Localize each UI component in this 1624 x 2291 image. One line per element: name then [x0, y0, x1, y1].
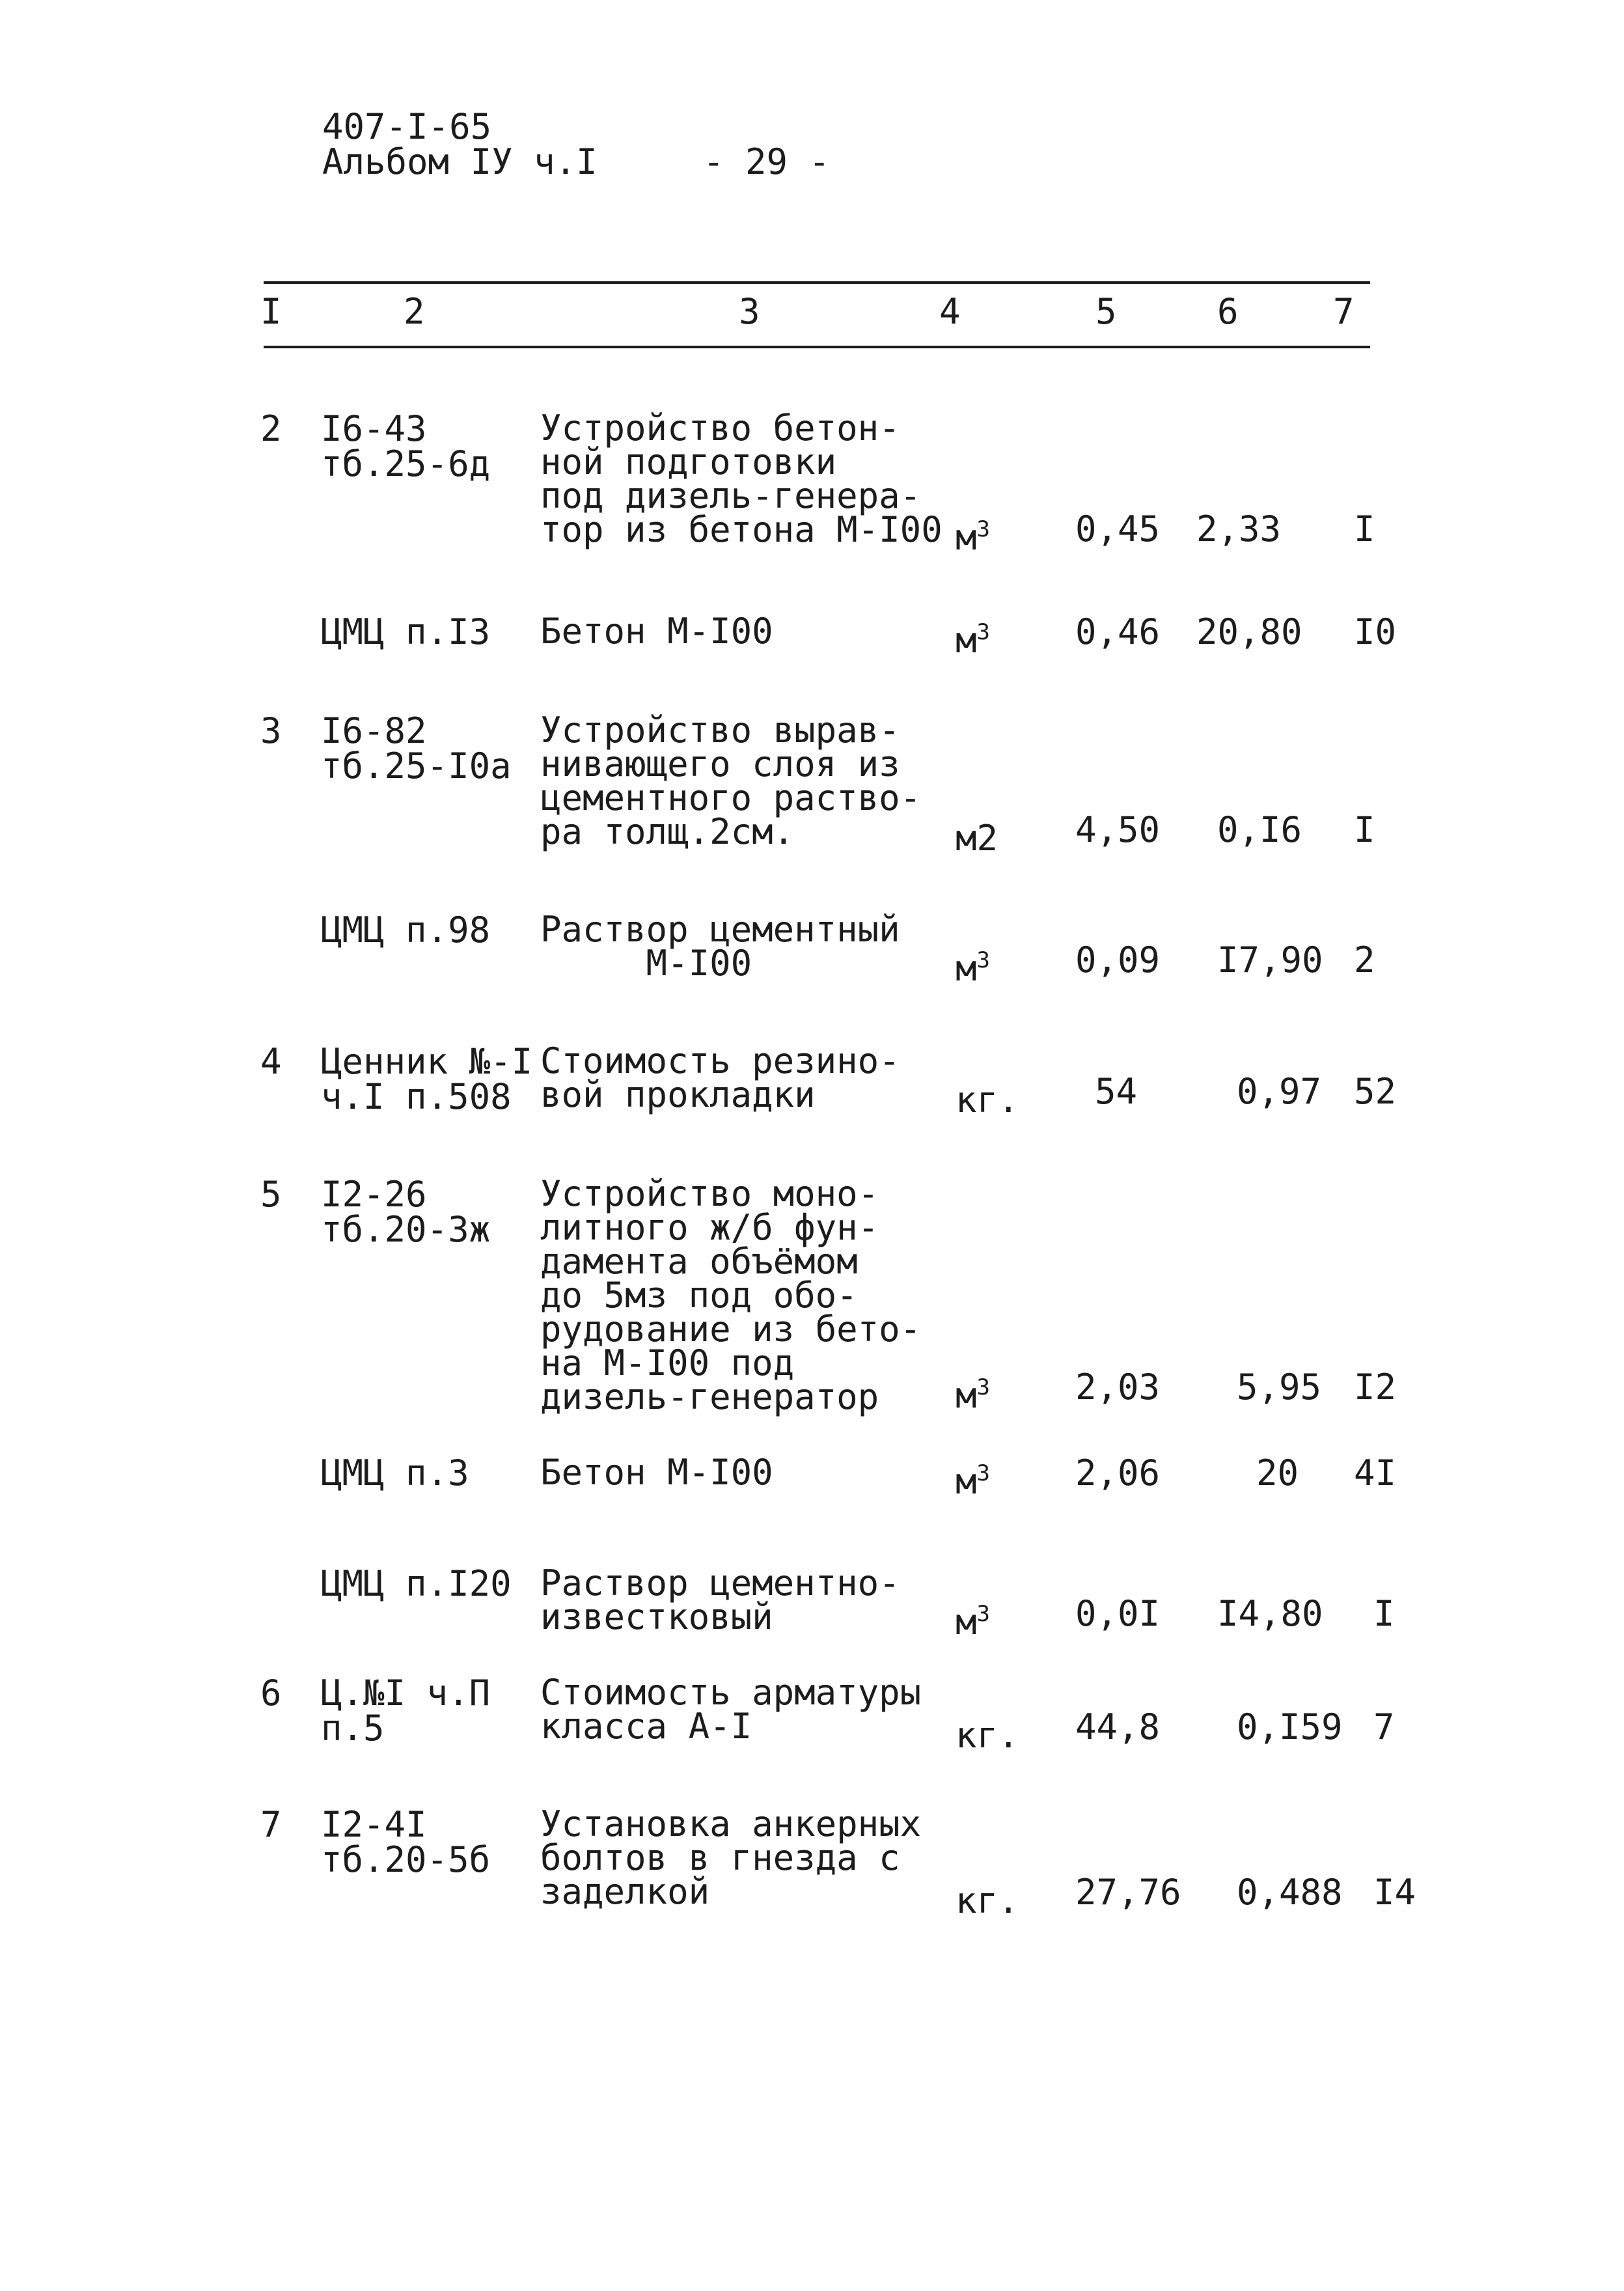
quantity-cell: 0,45: [1075, 508, 1161, 549]
unit-cell: [956, 512, 990, 558]
unit-superscript: 3: [976, 516, 990, 542]
quantity-cell: 0,09: [1075, 939, 1161, 980]
album-label: Альбом IУ ч.I: [322, 141, 598, 182]
work-description: Бетон М-I00: [540, 1452, 773, 1493]
unit-price-cell: 0,97: [1237, 1071, 1322, 1112]
unit-cell: [956, 943, 990, 989]
table-header-rule: [264, 346, 1370, 348]
work-description: Устройство бетон- ной подготовки под дизель-генера- тор из бетона М-I00: [540, 408, 943, 550]
work-description: Устройство моно- литного ж/б фун- дамента объёмом до 5мз под обо- рудование из бето- на М-I00 под дизель-генератор: [540, 1173, 922, 1417]
total-cost-cell: 52: [1354, 1071, 1397, 1112]
rate-reference: Ц.№I ч.П п.5: [321, 1673, 491, 1749]
column-number: I: [260, 291, 282, 332]
rate-reference: I6-43 тб.25-6д: [321, 408, 491, 484]
page-number: - 29 -: [703, 141, 831, 182]
row-number: 4: [260, 1041, 282, 1082]
unit-price-cell: 0,I6: [1217, 809, 1302, 850]
unit-cell: [956, 1370, 990, 1416]
row-number: 6: [260, 1673, 282, 1714]
total-cost-cell: I2: [1354, 1367, 1397, 1408]
quantity-cell: 27,76: [1075, 1872, 1181, 1913]
unit-superscript: 3: [976, 1601, 990, 1627]
unit-text: м: [956, 517, 977, 558]
unit-text: кг.: [956, 1715, 1019, 1756]
row-number: 2: [260, 408, 282, 449]
row-number: 7: [260, 1804, 282, 1845]
total-cost-cell: I: [1354, 809, 1375, 850]
rate-reference: ЦМЦ п.98: [321, 909, 491, 951]
rate-reference: ЦМЦ п.3: [321, 1452, 469, 1493]
rate-reference: Ценник №-I ч.I п.508: [321, 1041, 533, 1117]
unit-price-cell: 2,33: [1196, 508, 1282, 549]
quantity-cell: 0,0I: [1075, 1593, 1161, 1634]
unit-price-cell: 0,I59: [1237, 1706, 1343, 1747]
unit-superscript: 3: [976, 1460, 990, 1486]
unit-price-cell: 5,95: [1237, 1367, 1322, 1408]
quantity-cell: 0,46: [1075, 611, 1161, 652]
rate-reference: ЦМЦ п.I3: [321, 611, 491, 652]
work-description: Бетон М-I00: [540, 611, 773, 652]
unit-cell: [956, 1456, 990, 1502]
row-number: 3: [260, 710, 282, 751]
unit-cell: [956, 1596, 990, 1643]
unit-price-cell: I4,80: [1217, 1593, 1323, 1634]
unit-superscript: 3: [976, 947, 990, 973]
total-cost-cell: I: [1354, 508, 1375, 549]
unit-text: м: [956, 1461, 977, 1502]
unit-superscript: 3: [976, 1374, 990, 1400]
column-number: 3: [739, 291, 760, 332]
work-description: Устройство вырав- нивающего слоя из цементного раство- ра толщ.2см.: [540, 710, 922, 852]
document-code: 407-I-65: [322, 106, 492, 147]
total-cost-cell: I: [1373, 1593, 1395, 1634]
total-cost-cell: I0: [1354, 611, 1397, 652]
work-description: Раствор цементно- известковый: [540, 1562, 900, 1637]
rate-reference: I2-26 тб.20-3ж: [321, 1174, 491, 1250]
unit-price-cell: 20: [1256, 1452, 1299, 1493]
unit-text: м: [956, 948, 977, 989]
row-number: 5: [260, 1174, 282, 1215]
total-cost-cell: I4: [1373, 1872, 1416, 1913]
total-cost-cell: 4I: [1354, 1452, 1397, 1493]
column-number: 5: [1095, 291, 1117, 332]
quantity-cell: 4,50: [1075, 809, 1161, 850]
column-number: 7: [1333, 291, 1355, 332]
rate-reference: ЦМЦ п.I20: [321, 1563, 512, 1604]
table-top-rule: [264, 281, 1370, 284]
unit-text: кг.: [956, 1079, 1019, 1120]
unit-price-cell: 20,80: [1196, 611, 1302, 652]
total-cost-cell: 7: [1373, 1706, 1395, 1747]
work-description: Раствор цементный М-I00: [540, 909, 900, 984]
unit-text: м: [956, 620, 977, 661]
total-cost-cell: 2: [1354, 939, 1375, 980]
work-description: Установка анкерных болтов в гнезда с заделкой: [540, 1803, 922, 1912]
quantity-cell: 2,03: [1075, 1367, 1161, 1408]
column-number: 4: [939, 291, 961, 332]
unit-text: м: [956, 1375, 977, 1416]
quantity-cell: 54: [1095, 1071, 1138, 1112]
column-number: 6: [1217, 291, 1239, 332]
rate-reference: I6-82 тб.25-I0а: [321, 710, 512, 786]
quantity-cell: 2,06: [1075, 1452, 1161, 1493]
unit-text: кг.: [956, 1880, 1019, 1921]
unit-text: м: [956, 1602, 977, 1643]
unit-price-cell: 0,488: [1237, 1872, 1343, 1913]
unit-cell: [956, 1875, 1019, 1919]
quantity-cell: 44,8: [1075, 1706, 1161, 1747]
unit-text: м2: [956, 818, 998, 859]
unit-price-cell: I7,90: [1217, 939, 1323, 980]
unit-cell: [956, 1074, 1019, 1118]
work-description: Стоимость резино- вой прокладки: [540, 1040, 900, 1115]
unit-cell: [956, 812, 998, 859]
rate-reference: I2-4I тб.20-5б: [321, 1804, 491, 1880]
unit-cell: [956, 1710, 1019, 1756]
column-number: 2: [404, 291, 425, 332]
unit-cell: [956, 615, 990, 661]
work-description: Стоимость арматуры класса А-I: [540, 1672, 922, 1747]
unit-superscript: 3: [976, 619, 990, 645]
